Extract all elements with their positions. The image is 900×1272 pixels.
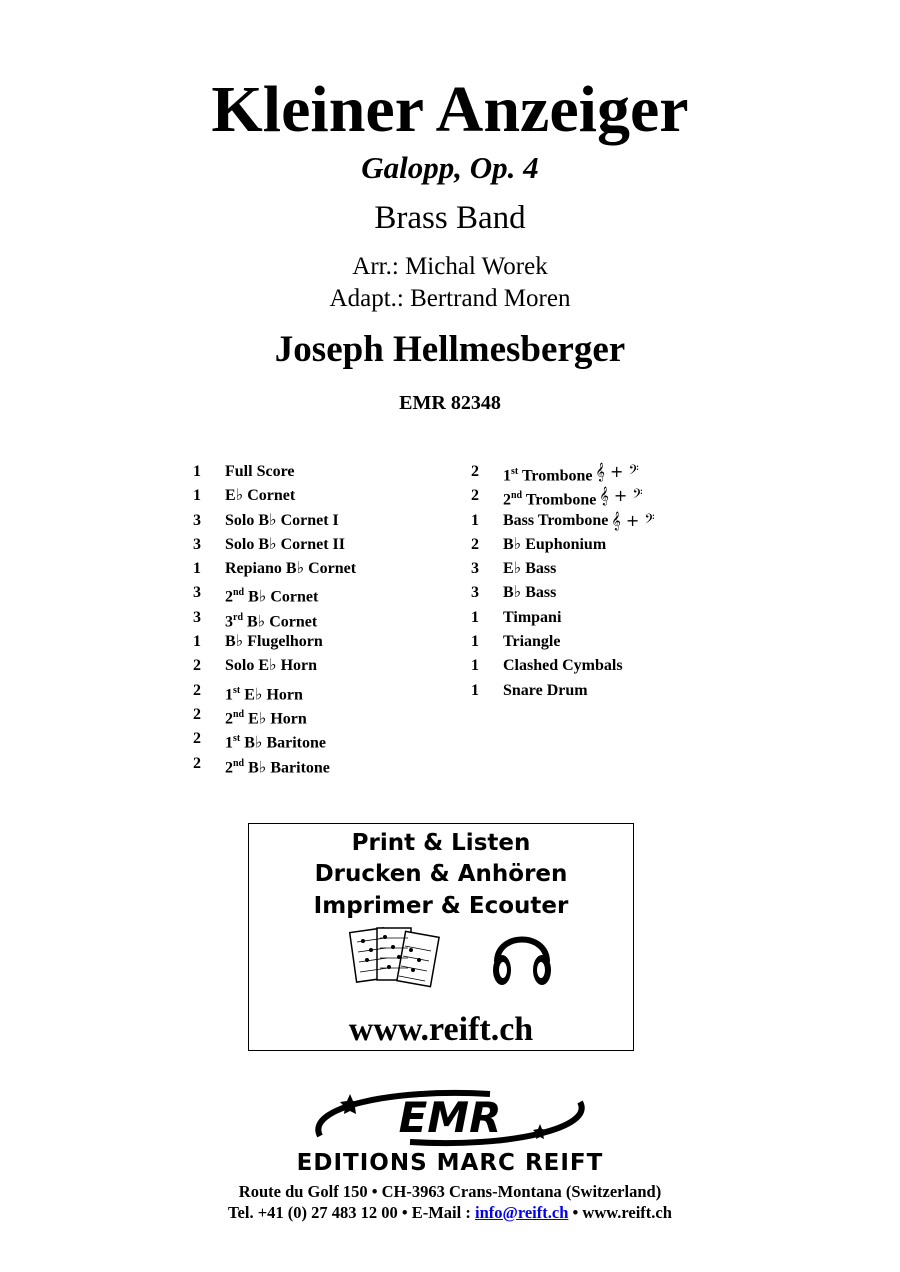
instrument-name: Snare Drum (503, 681, 588, 699)
instrument-quantity: 1 (193, 487, 201, 505)
subtitle: Galopp, Op. 4 (361, 150, 539, 185)
instrument-name: 3rd B♭ Cornet (225, 611, 318, 631)
instrument-row (193, 484, 356, 508)
instrument-quantity: 3 (193, 535, 201, 553)
instrument-quantity: 1 (471, 511, 479, 529)
instrument-quantity: 2 (193, 754, 201, 772)
instrument-row (471, 654, 655, 678)
instrument-row (471, 630, 655, 654)
instrument-quantity: 3 (193, 608, 201, 626)
instrument-quantity: 1 (471, 608, 479, 626)
telephone: Tel. +41 (0) 27 483 12 00 • E-Mail : (228, 1203, 475, 1222)
promo-line-2: Drucken & Anhören (314, 861, 568, 887)
clef-icon: 𝄞 + 𝄢 (599, 486, 643, 506)
instrument-name: Bass Trombone (503, 511, 609, 529)
instrument-row (193, 509, 356, 533)
instrument-quantity: 2 (193, 657, 201, 675)
ensemble: Brass Band (374, 200, 526, 236)
print-listen-box[interactable] (248, 823, 634, 1051)
instrument-row (193, 752, 356, 776)
instrument-quantity: 3 (193, 584, 201, 602)
instrument-quantity: 1 (471, 657, 479, 675)
instrument-name: Repiano B♭ Cornet (225, 560, 357, 578)
instrument-row (193, 679, 356, 703)
instrument-row (193, 557, 356, 581)
instrument-row (471, 533, 655, 557)
instrument-name: Timpani (503, 608, 562, 626)
publisher-contact (0, 1202, 900, 1224)
instrument-name: Triangle (503, 633, 561, 651)
instrument-row (193, 533, 356, 557)
publisher-address: Route du Golf 150 • CH-3963 Crans-Montana (Switzerland) (238, 1182, 662, 1201)
instrument-quantity: 2 (471, 487, 479, 505)
instrument-name: 1st Trombone (503, 466, 593, 485)
composer: Joseph Hellmesberger (274, 329, 626, 370)
instrument-name: 2nd B♭ Cornet (225, 587, 319, 606)
promo-line-1: Print & Listen (351, 830, 531, 856)
instrument-quantity: 3 (471, 584, 479, 602)
instrument-row (471, 581, 655, 605)
instrument-name: Solo B♭ Cornet I (225, 511, 339, 529)
instrument-name: 2nd E♭ Horn (225, 708, 307, 728)
instrument-name: Full Score (225, 463, 295, 480)
instrument-quantity: 3 (193, 511, 201, 529)
instrument-row (471, 606, 655, 630)
instrument-list-left (193, 460, 356, 776)
instrument-row (193, 703, 356, 727)
svg-text:EMR: EMR (398, 1093, 502, 1142)
instrument-name: E♭ Cornet (225, 487, 296, 505)
catalog-number: EMR 82348 (399, 392, 501, 414)
instrument-quantity: 2 (471, 463, 479, 480)
instrument-row (193, 581, 356, 605)
instrument-quantity: 2 (471, 535, 479, 553)
instrument-row (193, 630, 356, 654)
sheet-music-icon (349, 924, 441, 994)
instrument-name: E♭ Bass (503, 560, 557, 578)
instrument-row (471, 679, 655, 703)
instrument-quantity: 2 (193, 705, 201, 723)
email-link[interactable]: info@reift.ch (474, 1203, 569, 1222)
emr-logo-mark (310, 1088, 590, 1148)
clef-icon: 𝄞 + 𝄢 (595, 462, 639, 481)
instrument-quantity: 1 (471, 681, 479, 699)
instrument-name: Solo E♭ Horn (225, 657, 318, 675)
instrument-row (193, 460, 356, 484)
clef-icon: 𝄞 + 𝄢 (611, 510, 655, 530)
adapter: Adapt.: Bertrand Moren (329, 285, 571, 312)
instrument-name: Clashed Cymbals (503, 657, 623, 675)
instrument-quantity: 1 (193, 633, 201, 651)
instrument-list-right (471, 460, 655, 703)
instrument-quantity: 3 (471, 560, 479, 578)
instrument-row (471, 509, 655, 533)
instrument-quantity: 1 (193, 463, 201, 480)
instrument-row (471, 460, 655, 484)
instrument-name: 2nd Trombone (503, 490, 597, 509)
instrument-quantity: 2 (193, 681, 201, 699)
instrument-name: B♭ Flugelhorn (225, 633, 323, 651)
website[interactable]: • www.reift.ch (568, 1203, 672, 1222)
instrument-name: B♭ Bass (503, 584, 557, 602)
instrument-row (471, 557, 655, 581)
promo-line-3: Imprimer & Ecouter (313, 893, 569, 919)
arranger: Arr.: Michal Worek (352, 253, 548, 280)
publisher-logo (250, 1088, 650, 1178)
instrument-name: Solo B♭ Cornet II (225, 535, 345, 553)
instrument-row (193, 606, 356, 630)
instrument-name: 1st E♭ Horn (225, 684, 303, 703)
instrument-row (193, 727, 356, 751)
publisher-name: EDITIONS MARC REIFT (296, 1150, 604, 1176)
instrument-row (471, 484, 655, 508)
instrument-name: 1st B♭ Baritone (225, 733, 326, 752)
instrument-quantity: 1 (471, 633, 479, 651)
page-title: Kleiner Anzeiger (211, 73, 689, 146)
instrument-quantity: 2 (193, 730, 201, 748)
promo-url[interactable]: www.reift.ch (348, 1011, 534, 1048)
instrument-name: 2nd B♭ Baritone (225, 757, 330, 776)
headphones-icon (489, 922, 555, 992)
instrument-row (193, 654, 356, 678)
instrument-quantity: 1 (193, 560, 201, 578)
instrument-name: B♭ Euphonium (503, 535, 607, 553)
